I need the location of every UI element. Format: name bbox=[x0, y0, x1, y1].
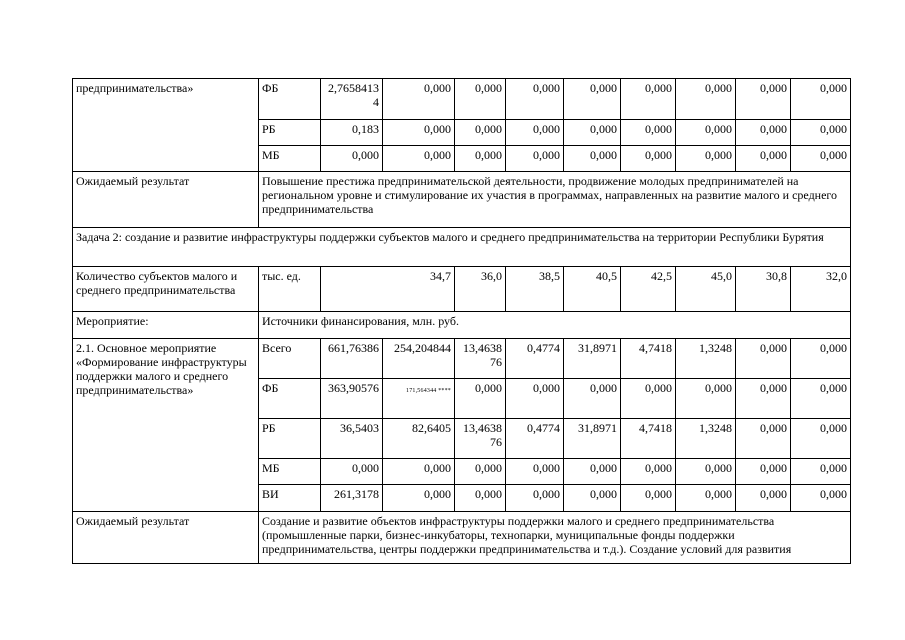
value-cell: 34,7 bbox=[321, 267, 455, 312]
value-cell: 2,76584134 bbox=[321, 79, 383, 120]
program-table bbox=[72, 78, 851, 564]
sources-header: Источники финансирования, млн. руб. bbox=[259, 312, 851, 339]
value-cell: 0,000 bbox=[506, 120, 564, 146]
table-row bbox=[73, 312, 851, 339]
expected-result-text: Создание и развитие объектов инфраструктуры поддержки малого и среднего предпринимательства (промышленные парки, бизнес-инкубаторы, технопарки, муниципальные фонды поддержки предпринимательства, центры поддержки предпринимательства и т.д.). Создание условий для развития bbox=[259, 512, 851, 564]
footnoted-value: 171,564344 **** bbox=[406, 388, 451, 394]
value-cell: 4,7418 bbox=[621, 339, 676, 379]
value-cell: 0,000 bbox=[736, 419, 791, 459]
value-cell: 0,000 bbox=[506, 79, 564, 120]
value-cell: 0,000 bbox=[621, 459, 676, 485]
value-cell: 0,000 bbox=[791, 419, 851, 459]
value-cell: 0,000 bbox=[676, 379, 736, 419]
value-cell: 0,000 bbox=[621, 379, 676, 419]
value-cell: 0,000 bbox=[506, 146, 564, 172]
funding-source: Всего bbox=[259, 339, 321, 379]
value-cell: 0,000 bbox=[455, 485, 506, 512]
event-label: предпринимательства» bbox=[73, 79, 259, 172]
value-cell: 0,000 bbox=[506, 459, 564, 485]
value-cell: 0,000 bbox=[791, 146, 851, 172]
value-cell: 0,000 bbox=[736, 459, 791, 485]
value-cell: 0,000 bbox=[621, 79, 676, 120]
value-cell: 82,6405 bbox=[383, 419, 455, 459]
value-cell: 0,000 bbox=[736, 339, 791, 379]
value-cell: 0,000 bbox=[736, 485, 791, 512]
value-cell: 4,7418 bbox=[621, 419, 676, 459]
table-row bbox=[73, 512, 851, 564]
value-cell: 661,76386 bbox=[321, 339, 383, 379]
value-cell: 0,000 bbox=[736, 379, 791, 419]
table-row bbox=[73, 79, 851, 120]
value-cell: 0,000 bbox=[564, 79, 621, 120]
value-cell: 261,3178 bbox=[321, 485, 383, 512]
value-cell: 1,3248 bbox=[676, 339, 736, 379]
table-row bbox=[73, 172, 851, 228]
value-cell: 0,000 bbox=[791, 379, 851, 419]
funding-source: МБ bbox=[259, 459, 321, 485]
value-cell: 0,000 bbox=[791, 459, 851, 485]
value-cell: 42,5 bbox=[621, 267, 676, 312]
value-cell: 0,000 bbox=[564, 485, 621, 512]
indicator-unit: тыс. ед. bbox=[259, 267, 321, 312]
value-cell: 0,000 bbox=[383, 459, 455, 485]
value-cell: 0,183 bbox=[321, 120, 383, 146]
value-cell: 36,0 bbox=[455, 267, 506, 312]
task-heading: Задача 2: создание и развитие инфраструктуры поддержки субъектов малого и среднего предпринимательства на территории Республики Бурятия bbox=[73, 228, 851, 267]
value-cell: 0,000 bbox=[383, 120, 455, 146]
value-cell: 31,8971 bbox=[564, 419, 621, 459]
expected-result-label: Ожидаемый результат bbox=[73, 512, 259, 564]
value-cell: 0,000 bbox=[676, 79, 736, 120]
value-cell: 0,000 bbox=[621, 120, 676, 146]
value-cell: 1,3248 bbox=[676, 419, 736, 459]
indicator-label: Количество субъектов малого и среднего предпринимательства bbox=[73, 267, 259, 312]
value-cell: 0,000 bbox=[676, 485, 736, 512]
value-cell: 0,000 bbox=[383, 485, 455, 512]
value-cell: 0,000 bbox=[564, 146, 621, 172]
value-cell: 363,90576 bbox=[321, 379, 383, 419]
value-cell: 0,000 bbox=[736, 120, 791, 146]
value-cell: 0,000 bbox=[676, 120, 736, 146]
value-cell: 0,000 bbox=[791, 79, 851, 120]
value-cell: 31,8971 bbox=[564, 339, 621, 379]
value-cell: 0,000 bbox=[564, 379, 621, 419]
value-cell: 0,4774 bbox=[506, 419, 564, 459]
value-cell: 40,5 bbox=[564, 267, 621, 312]
value-cell: 38,5 bbox=[506, 267, 564, 312]
value-cell: 30,8 bbox=[736, 267, 791, 312]
value-cell: 0,000 bbox=[736, 79, 791, 120]
value-cell bbox=[383, 379, 455, 419]
value-cell: 32,0 bbox=[791, 267, 851, 312]
value-cell: 0,000 bbox=[791, 485, 851, 512]
value-cell: 0,4774 bbox=[506, 339, 564, 379]
value-cell: 0,000 bbox=[383, 79, 455, 120]
table-row bbox=[73, 228, 851, 267]
value-cell: 0,000 bbox=[506, 379, 564, 419]
value-cell: 13,463876 bbox=[455, 339, 506, 379]
value-cell: 0,000 bbox=[321, 459, 383, 485]
value-cell: 0,000 bbox=[455, 459, 506, 485]
value-cell: 0,000 bbox=[321, 146, 383, 172]
value-cell: 0,000 bbox=[621, 485, 676, 512]
funding-source: РБ bbox=[259, 419, 321, 459]
value-cell: 0,000 bbox=[564, 459, 621, 485]
value-cell: 0,000 bbox=[383, 146, 455, 172]
value-cell: 0,000 bbox=[455, 146, 506, 172]
value-cell: 0,000 bbox=[791, 339, 851, 379]
expected-result-label: Ожидаемый результат bbox=[73, 172, 259, 228]
funding-source: РБ bbox=[259, 120, 321, 146]
funding-source: ФБ bbox=[259, 79, 321, 120]
value-cell: 0,000 bbox=[621, 146, 676, 172]
table-row bbox=[73, 267, 851, 312]
value-cell: 13,463876 bbox=[455, 419, 506, 459]
value-cell: 45,0 bbox=[676, 267, 736, 312]
table-row bbox=[73, 339, 851, 379]
funding-source: ФБ bbox=[259, 379, 321, 419]
value-cell: 0,000 bbox=[564, 120, 621, 146]
main-measure-label: 2.1. Основное мероприятие «Формирование инфраструктуры поддержки малого и среднего предпринимательства» bbox=[73, 339, 259, 512]
value-cell: 36,5403 bbox=[321, 419, 383, 459]
value-cell: 254,204844 bbox=[383, 339, 455, 379]
value-cell: 0,000 bbox=[506, 485, 564, 512]
value-cell: 0,000 bbox=[455, 79, 506, 120]
value-cell: 0,000 bbox=[736, 146, 791, 172]
value-cell: 0,000 bbox=[791, 120, 851, 146]
measure-label: Мероприятие: bbox=[73, 312, 259, 339]
funding-source: МБ bbox=[259, 146, 321, 172]
funding-source: ВИ bbox=[259, 485, 321, 512]
expected-result-text: Повышение престижа предпринимательской деятельности, продвижение молодых предпринимателей на региональном уровне и стимулирование их участия в программах, направленных на развитие малого и среднего предпринимательства bbox=[259, 172, 851, 228]
value-cell: 0,000 bbox=[676, 459, 736, 485]
value-cell: 0,000 bbox=[455, 120, 506, 146]
value-cell: 0,000 bbox=[455, 379, 506, 419]
value-cell: 0,000 bbox=[676, 146, 736, 172]
